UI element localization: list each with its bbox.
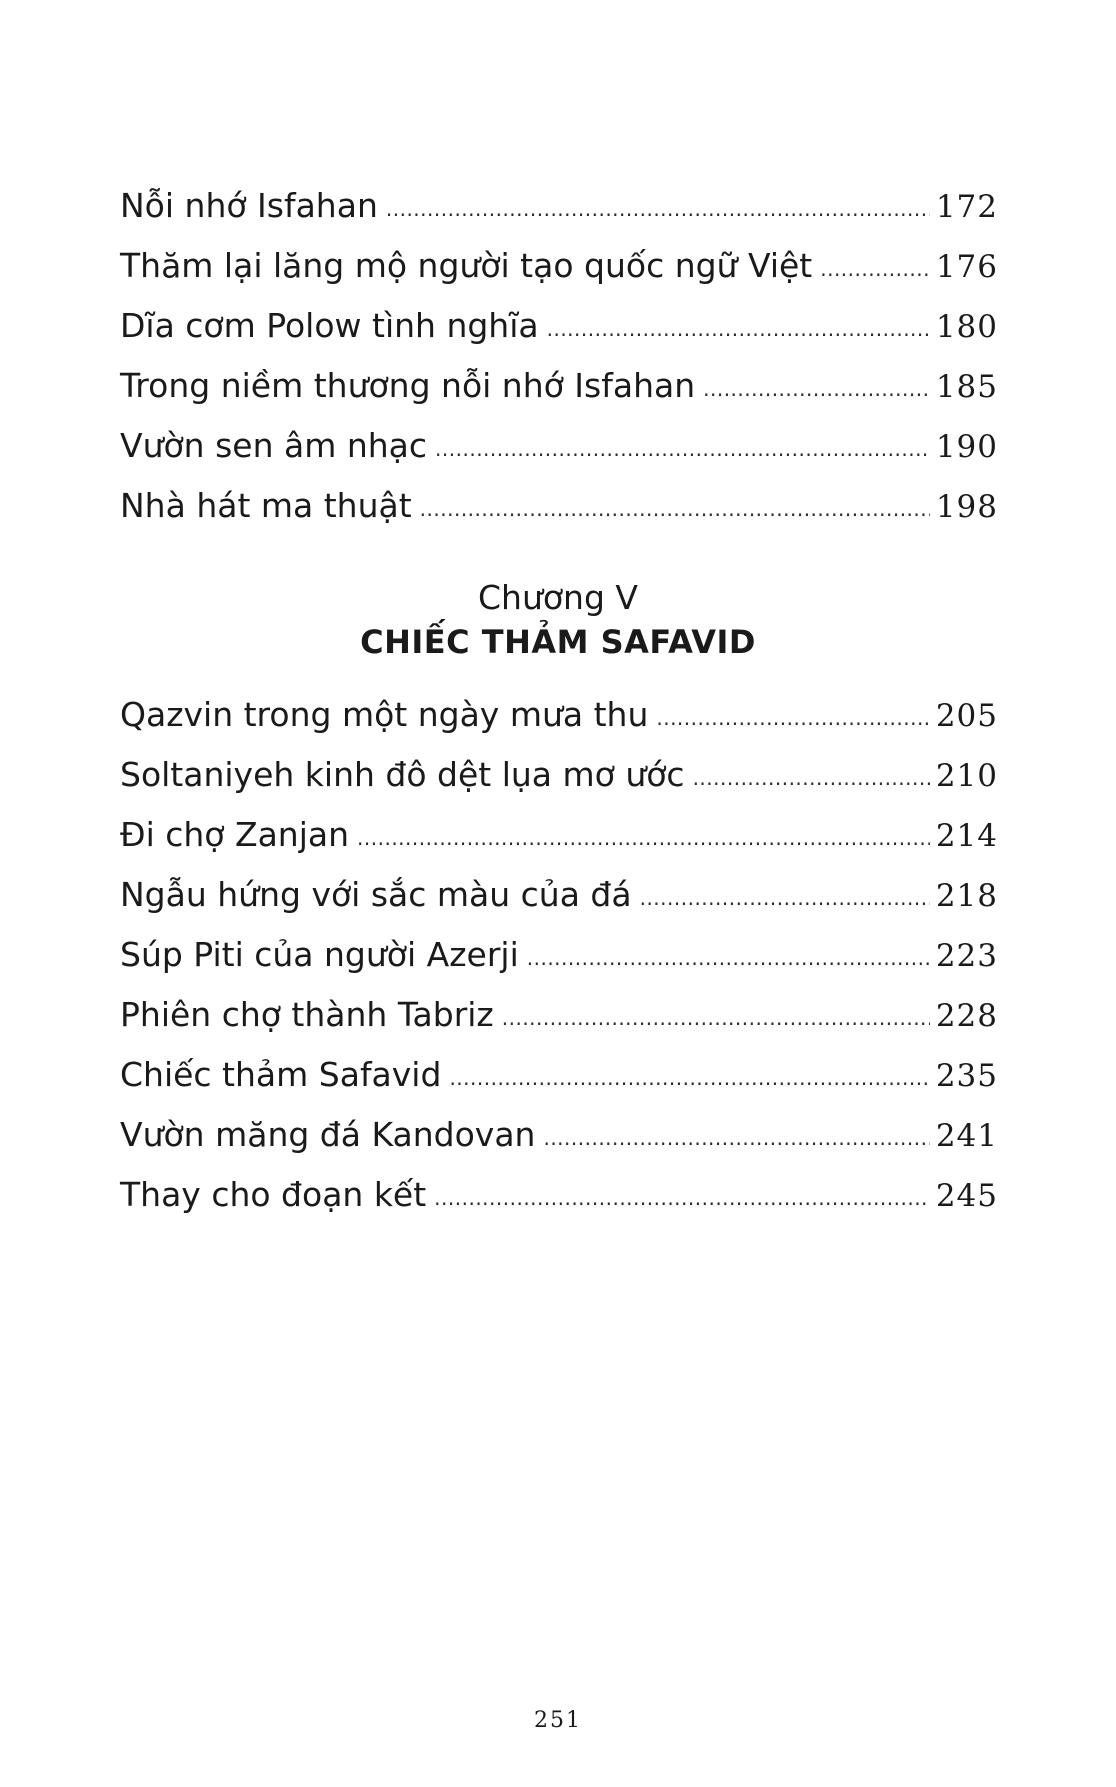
dot-leader — [543, 1104, 929, 1168]
toc-entry[interactable] — [120, 1165, 998, 1225]
dot-leader — [656, 684, 929, 748]
chapter-title: CHIẾC THẢM SAFAVID — [360, 623, 756, 661]
dot-leader — [640, 864, 930, 928]
toc-entry[interactable] — [120, 176, 998, 236]
toc-entry-page: 205 — [935, 698, 998, 734]
toc-entry-title: Ngẫu hứng với sắc màu của đá — [120, 875, 632, 914]
toc-entry-page: 180 — [935, 309, 998, 345]
dot-leader — [693, 744, 930, 808]
dot-leader — [434, 1164, 930, 1228]
toc-entry-title: Thay cho đoạn kết — [120, 1175, 427, 1214]
chapter-label: Chương V — [478, 578, 638, 617]
toc-entry-title: Thăm lại lăng mộ người tạo quốc ngữ Việt — [120, 246, 813, 285]
toc-entry-page: 241 — [935, 1118, 998, 1154]
toc-entry[interactable] — [120, 685, 998, 745]
toc-entry-page: 185 — [935, 369, 998, 405]
toc-entry-page: 172 — [935, 189, 998, 225]
toc-entry-title: Dĩa cơm Polow tình nghĩa — [120, 306, 539, 345]
dot-leader — [502, 984, 930, 1048]
toc-entry-page: 223 — [935, 938, 998, 974]
toc-entry-page: 190 — [935, 429, 998, 465]
toc-list-top — [120, 176, 998, 536]
toc-entry-page: 210 — [935, 758, 998, 794]
toc-entry[interactable] — [120, 296, 998, 356]
dot-leader — [435, 415, 930, 479]
toc-entry[interactable] — [120, 1105, 998, 1165]
toc-entry[interactable] — [120, 865, 998, 925]
toc-entry-page: 218 — [935, 878, 998, 914]
toc-entry[interactable] — [120, 985, 998, 1045]
dot-leader — [703, 355, 930, 419]
toc-entry-title: Vườn măng đá Kandovan — [120, 1115, 536, 1154]
toc-entry[interactable] — [120, 356, 998, 416]
toc-entry-title: Phiên chợ thành Tabriz — [120, 995, 494, 1034]
chapter-heading — [0, 576, 1116, 664]
toc-entry[interactable] — [120, 805, 998, 865]
page-number: 251 — [534, 1708, 582, 1733]
dot-leader — [420, 475, 930, 539]
toc-entry-page: 198 — [935, 489, 998, 525]
toc-entry[interactable] — [120, 1045, 998, 1105]
toc-list-bottom — [120, 685, 998, 1225]
toc-entry-title: Súp Piti của người Azerji — [120, 935, 519, 974]
dot-leader — [820, 235, 930, 299]
dot-leader — [527, 924, 930, 988]
toc-entry[interactable] — [120, 236, 998, 296]
toc-entry-page: 235 — [935, 1058, 998, 1094]
dot-leader — [357, 804, 930, 868]
toc-entry-title: Qazvin trong một ngày mưa thu — [120, 695, 649, 734]
toc-entry-page: 214 — [935, 818, 998, 854]
toc-entry-title: Chiếc thảm Safavid — [120, 1055, 442, 1094]
toc-entry-page: 245 — [935, 1178, 998, 1214]
toc-entry-title: Vườn sen âm nhạc — [120, 426, 428, 465]
toc-entry-title: Trong niềm thương nỗi nhớ Isfahan — [120, 366, 696, 405]
toc-entry[interactable] — [120, 476, 998, 536]
dot-leader — [547, 295, 930, 359]
toc-entry-title: Soltaniyeh kinh đô dệt lụa mơ ước — [120, 755, 685, 794]
toc-entry-page: 176 — [935, 249, 998, 285]
toc-entry-title: Nỗi nhớ Isfahan — [120, 186, 378, 225]
dot-leader — [449, 1044, 929, 1108]
toc-entry-page: 228 — [935, 998, 998, 1034]
toc-entry[interactable] — [120, 416, 998, 476]
dot-leader — [386, 175, 930, 239]
toc-entry-title: Nhà hát ma thuật — [120, 486, 412, 525]
toc-entry-title: Đi chợ Zanjan — [120, 815, 350, 854]
toc-entry[interactable] — [120, 925, 998, 985]
toc-entry[interactable] — [120, 745, 998, 805]
